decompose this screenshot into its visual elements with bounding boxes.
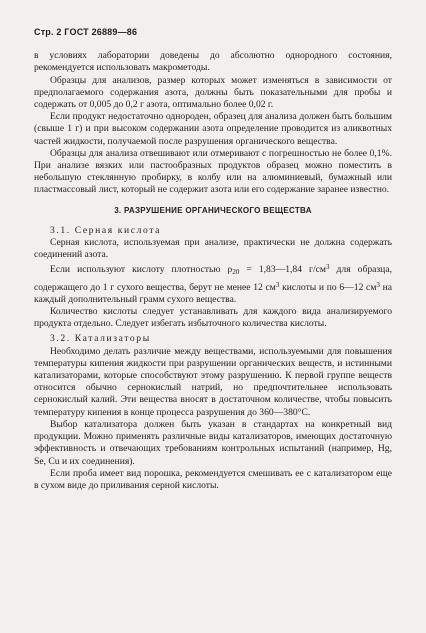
text-run: для образца, содержащего до 1 г сухого вещества, берут не менее 12 см (34, 264, 392, 293)
subsection-heading: 3.2. Катализаторы (50, 333, 151, 345)
paragraph: Выбор катализатора должен быть указан в стандартах на конкретный вид продукции. Можно применять различные виды катализаторов, имеющих достаточную эффективность и отвечающих требованиям контрольных испытаний (например, Hg, Se, Cu и их соединения). (34, 418, 392, 467)
paragraph: Количество кислоты следует устанавливать для каждого вида анализируемого продукта отдельно. Следует избегать избыточного количества кислоты. (34, 306, 392, 330)
superscript: 3 (275, 280, 280, 289)
text-run: на каждый дополнительный грамм сухого вещества. (34, 281, 392, 305)
section-heading: 3. РАЗРУШЕНИЕ ОРГАНИЧЕСКОГО ВЕЩЕСТВА (114, 205, 312, 215)
paragraph-density (34, 261, 392, 306)
paragraph: Если продукт недостаточно однороден, образец для анализа должен быть большим (свыше 1 г) и при высоком содержании азота определение проводится из аликвотных частей жидкости, получаемой после разрушения органического вещества. (34, 111, 392, 147)
text-run: Если используют кислоту плотностью ρ (50, 264, 233, 276)
text-run: = 1,83—1,84 г/см (239, 264, 326, 276)
superscript: 3 (325, 263, 330, 272)
page-header: Стр. 2 ГОСТ 26889—86 (34, 27, 138, 37)
superscript: 3 (376, 280, 380, 289)
subsection-heading: 3.1. Серная кислота (50, 224, 162, 236)
paragraph: Серная кислота, используемая при анализе, практически не должна содержать соединений азота. (34, 237, 392, 261)
paragraph: Образцы для анализов, размер которых может изменяться в зависимости от предполагаемого содержания азота, должны быть показательными для пробы и содержать от 0,005 до 0,2 г азота, оптимально более 0,02 г. (34, 74, 392, 111)
paragraph: Если проба имеет вид порошка, рекомендуется смешивать ее с катализатором еще в сухом виде до приливания серной кислоты. (34, 467, 392, 491)
subscript: 20 (232, 268, 240, 277)
paragraph: Необходимо делать различие между веществами, используемыми для повышения температуры кипения жидкости при разрушении органических веществ, и истинными катализаторами, которые способствуют этому разрушению. К первой группе веществ относится обычно сернокислый натрий, но предпочтительнее использовать сернокислый калий. Эти вещества вносят в достаточном количестве, чтобы повысить температуру кипения в конце процесса разрушения до 360—380°С. (34, 345, 392, 418)
paragraph: Образцы для анализа отвешивают или отмеривают с погрешностью не более 0,1%. При анализе вязких или пастообразных продуктов образец можно поместить в небольшую стеклянную пробирку, в колбу или на алюминиевый, бумажный или пластмассовый лист, который не содержит азота или его содержание заранее известно. (34, 147, 392, 196)
text-run: кислоты и по 6—12 см (279, 281, 377, 293)
paragraph: в условиях лаборатории доведены до абсолютно однородного состояния, рекомендуется использовать макрометоды. (34, 50, 392, 74)
